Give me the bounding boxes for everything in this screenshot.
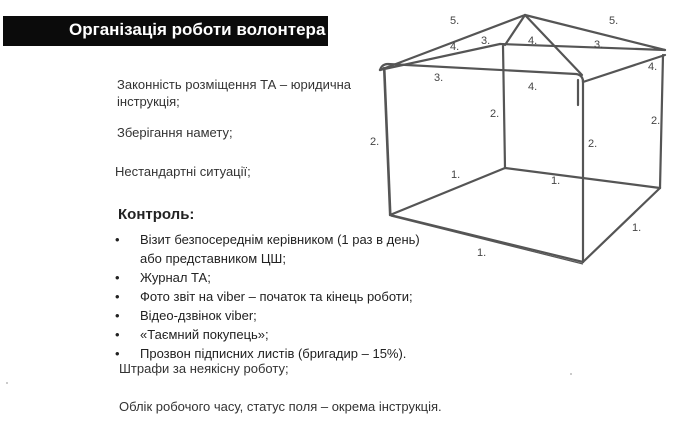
label-1: 1. — [551, 175, 561, 187]
scan-speck — [6, 382, 8, 384]
control-item: або представником ЦШ; — [140, 251, 286, 266]
control-item: • «Таємний покупець»; — [112, 325, 420, 344]
label-3: 3. — [434, 72, 444, 84]
label-2: 2. — [651, 115, 661, 127]
label-5: 5. — [450, 15, 460, 27]
label-5: 5. — [609, 15, 619, 27]
frame-post — [660, 55, 663, 188]
label-4: 4. — [528, 81, 538, 93]
frame-post — [503, 46, 505, 168]
page-title: Організація роботи волонтера — [69, 20, 326, 39]
label-1: 1. — [451, 169, 461, 181]
legal-line-1: Законність розміщення ТА – юридична — [117, 77, 352, 92]
worktime-text: Облік робочого часу, статус поля – окрема інструкція. — [119, 399, 442, 414]
frame-post-inner — [385, 70, 391, 216]
label-2: 2. — [490, 108, 500, 120]
base-bar — [390, 168, 505, 215]
label-3: 3. — [594, 39, 604, 51]
label-3: 3. — [481, 35, 491, 47]
frame-post — [384, 68, 390, 215]
base-bar — [583, 188, 660, 262]
control-item: • Відео-дзвінок viber; — [112, 306, 420, 325]
storage-text: Зберігання намету; — [117, 125, 233, 140]
control-item: • Візит безпосереднім керівником (1 раз в день) — [112, 230, 420, 249]
roof-edge — [380, 64, 583, 82]
control-heading: Контроль: — [118, 206, 195, 223]
label-1: 1. — [477, 247, 487, 259]
control-item: • Фото звіт на viber – початок та кінець роботи; — [112, 287, 420, 306]
label-4: 4. — [528, 35, 538, 47]
label-4: 4. — [648, 61, 658, 73]
nonstandard-text: Нестандартні ситуації; — [115, 164, 251, 179]
label-4: 4. — [450, 41, 460, 53]
control-item: • Прозвон підписних листів (бригадир – 15%). — [112, 344, 420, 363]
control-item: • Журнал ТА; — [112, 268, 420, 287]
base-bar — [390, 215, 583, 262]
label-2: 2. — [588, 138, 598, 150]
base-bar-inner — [391, 216, 583, 264]
scan-speck — [570, 373, 572, 375]
legal-line-2: інструкція; — [117, 94, 180, 109]
fines-text: Штрафи за неякісну роботу; — [119, 361, 289, 376]
label-1: 1. — [632, 222, 642, 234]
label-2: 2. — [370, 136, 380, 148]
